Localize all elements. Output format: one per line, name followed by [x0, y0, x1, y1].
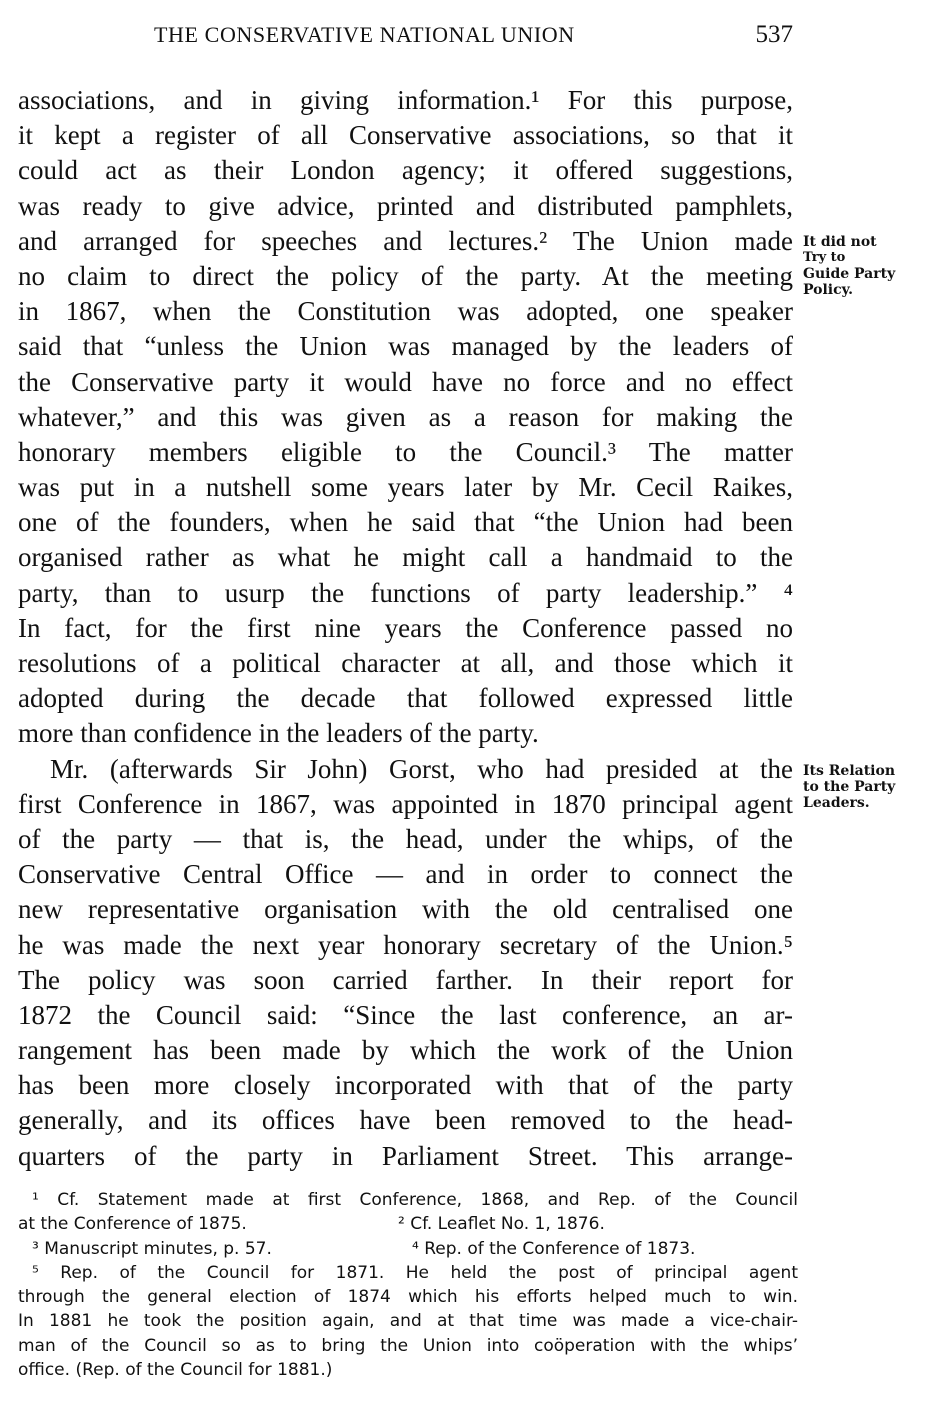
text-line: quarters of the party in Parliament Street. This arrange- [18, 1140, 793, 1171]
footnote-row [18, 1237, 798, 1261]
margin-note-line: to the Party [803, 779, 896, 795]
footnote-2: ² Cf. Leaflet No. 1, 1876. [398, 1214, 605, 1235]
text-line: 1872 the Council said: “Since the last conference, an ar- [18, 999, 793, 1030]
text-line: was ready to give advice, printed and distributed pamphlets, [18, 190, 793, 221]
text-line: said that “unless the Union was managed by the leaders of [18, 331, 793, 362]
text-line: was put in a nutshell some years later by Mr. Cecil Raikes, [18, 472, 793, 503]
footnote-5-line: office. (Rep. of the Council for 1881.) [18, 1360, 333, 1381]
text-line: honorary members eligible to the Council.³ The matter [18, 436, 793, 467]
running-title: THE CONSERVATIVE NATIONAL UNION [154, 22, 575, 47]
text-line: could act as their London agency; it offered suggestions, [18, 155, 793, 186]
text-line: new representative organisation with the old centralised one [18, 894, 793, 925]
text-line: Conservative Central Office — and in order to connect the [18, 859, 793, 890]
text-line: it kept a register of all Conservative associations, so that it [18, 120, 793, 151]
text-line: Mr. (afterwards Sir John) Gorst, who had presided at the [50, 753, 793, 784]
text-line: rangement has been made by which the work of the Union [18, 1035, 793, 1066]
text-line: more than confidence in the leaders of the party. [18, 718, 539, 749]
text-line: whatever,” and this was given as a reason for making the [18, 401, 793, 432]
margin-note-line: Its Relation [803, 763, 896, 779]
footnote-3: ³ Manuscript minutes, p. 57. [32, 1238, 272, 1259]
page-number: 537 [755, 21, 793, 48]
margin-note-line: Policy. [803, 282, 854, 298]
body-text [18, 83, 793, 1174]
text-line: and arranged for speeches and lectures.² The Union made [18, 225, 793, 256]
text-line: has been more closely incorporated with that of the party [18, 1070, 793, 1101]
margin-note-line: Guide Party [803, 266, 896, 282]
footnote-5-line: In 1881 he took the position again, and at that time was made a vice-chair- [18, 1311, 798, 1332]
text-line: organised rather as what he might call a handmaid to the [18, 542, 793, 573]
text-line: generally, and its offices have been removed to the head- [18, 1105, 793, 1136]
text-line: one of the founders, when he said that “the Union had been [18, 507, 793, 538]
footnote-5-line: man of the Council so as to bring the Union into coöperation with the whips’ [18, 1335, 798, 1356]
text-line: the Conservative party it would have no force and no effect [18, 366, 793, 397]
text-line: associations, and in giving information.¹ For this purpose, [18, 85, 793, 115]
text-line: first Conference in 1867, was appointed in 1870 principal agent [18, 788, 793, 819]
margin-note-line: It did not [803, 234, 877, 250]
text-line: In fact, for the first nine years the Conference passed no [18, 612, 793, 643]
footnote-1: ¹ Cf. Statement made at first Conference, 1868, and Rep. of the Council [32, 1190, 798, 1210]
margin-note-line: Try to [803, 250, 846, 265]
margin-note-line: Leaders. [803, 795, 870, 811]
text-line: resolutions of a political character at all, and those which it [18, 648, 793, 678]
footnote-5-line: through the general election of 1874 which his efforts helped much to win. [18, 1287, 798, 1308]
text-line: of the party — that is, the head, under the whips, of the [18, 823, 793, 854]
footnote-row [18, 1212, 798, 1236]
footnote-1-continued: at the Conference of 1875. [18, 1214, 247, 1235]
text-line: in 1867, when the Constitution was adopted, one speaker [18, 296, 793, 327]
text-line: no claim to direct the policy of the party. At the meeting [18, 260, 793, 291]
text-line: adopted during the decade that followed expressed little [18, 683, 793, 714]
text-line: he was made the next year honorary secretary of the Union.⁵ [18, 929, 793, 960]
text-line: party, than to usurp the functions of party leadership.” ⁴ [18, 577, 793, 608]
page-header [18, 20, 793, 52]
text-line: The policy was soon carried farther. In their report for [18, 964, 793, 995]
footnotes [18, 1188, 798, 1382]
footnote-4: ⁴ Rep. of the Conference of 1873. [412, 1238, 696, 1259]
footnote-5: ⁵ Rep. of the Council for 1871. He held the post of principal agent [32, 1262, 798, 1283]
margin-note-relation-party-leaders [803, 763, 943, 811]
margin-note-guide-party-policy [803, 234, 943, 298]
